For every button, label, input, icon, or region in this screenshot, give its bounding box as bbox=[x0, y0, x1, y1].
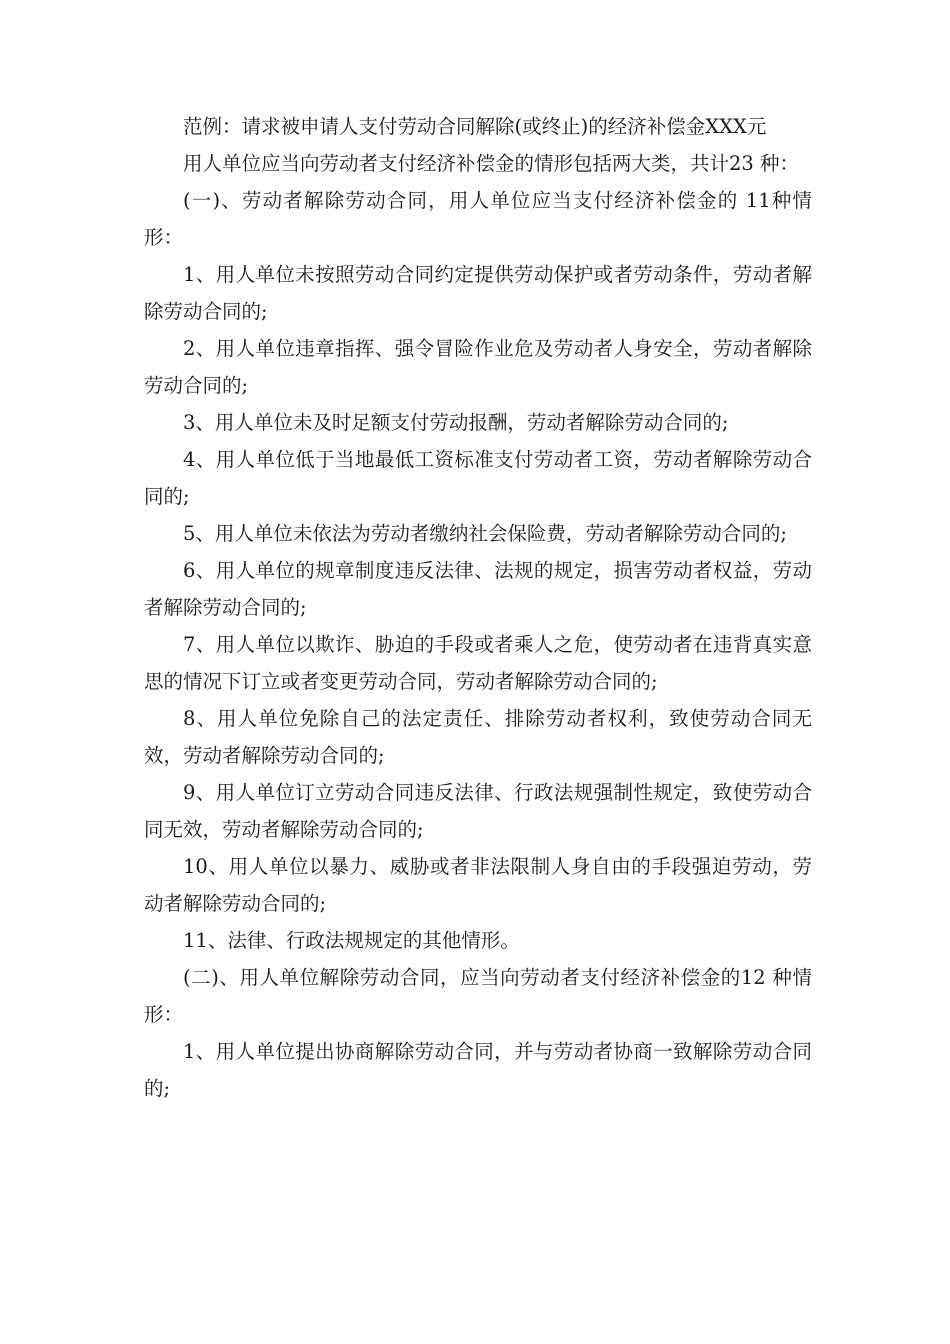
example-paragraph: 范例：请求被申请人支付劳动合同解除(或终止)的经济补偿金XXX元 bbox=[183, 115, 767, 138]
list-item: 9、用人单位订立劳动合同违反法律、行政法规强制性规定，致使劳动合同无效，劳动者解除劳动合同的; bbox=[144, 781, 812, 841]
document-body bbox=[144, 108, 812, 1107]
list-item: 6、用人单位的规章制度违反法律、法规的规定，损害劳动者权益，劳动者解除劳动合同的; bbox=[144, 559, 812, 619]
list-item: 1、用人单位未按照劳动合同约定提供劳动保护或者劳动条件，劳动者解除劳动合同的; bbox=[144, 263, 812, 323]
section-heading-2: (二)、用人单位解除劳动合同，应当向劳动者支付经济补偿金的12 种情形： bbox=[144, 966, 812, 1026]
list-item: 7、用人单位以欺诈、胁迫的手段或者乘人之危，使劳动者在违背真实意思的情况下订立或者变更劳动合同，劳动者解除劳动合同的; bbox=[144, 633, 812, 693]
list-item: 1、用人单位提出协商解除劳动合同，并与劳动者协商一致解除劳动合同的; bbox=[144, 1040, 812, 1100]
list-item: 5、用人单位未依法为劳动者缴纳社会保险费，劳动者解除劳动合同的; bbox=[183, 522, 787, 545]
list-item: 4、用人单位低于当地最低工资标准支付劳动者工资，劳动者解除劳动合同的; bbox=[144, 448, 812, 508]
list-item: 8、用人单位免除自己的法定责任、排除劳动者权利，致使劳动合同无效，劳动者解除劳动合同的; bbox=[144, 707, 812, 767]
section-heading-1: (一)、劳动者解除劳动合同，用人单位应当支付经济补偿金的 11种情形： bbox=[144, 189, 812, 249]
list-item: 10、用人单位以暴力、威胁或者非法限制人身自由的手段强迫劳动，劳动者解除劳动合同的; bbox=[144, 855, 812, 915]
intro-paragraph: 用人单位应当向劳动者支付经济补偿金的情形包括两大类，共计23 种： bbox=[183, 152, 800, 175]
list-item: 11、法律、行政法规规定的其他情形。 bbox=[183, 929, 520, 952]
list-item: 3、用人单位未及时足额支付劳动报酬，劳动者解除劳动合同的; bbox=[183, 411, 729, 434]
list-item: 2、用人单位违章指挥、强令冒险作业危及劳动者人身安全，劳动者解除劳动合同的; bbox=[144, 337, 812, 397]
